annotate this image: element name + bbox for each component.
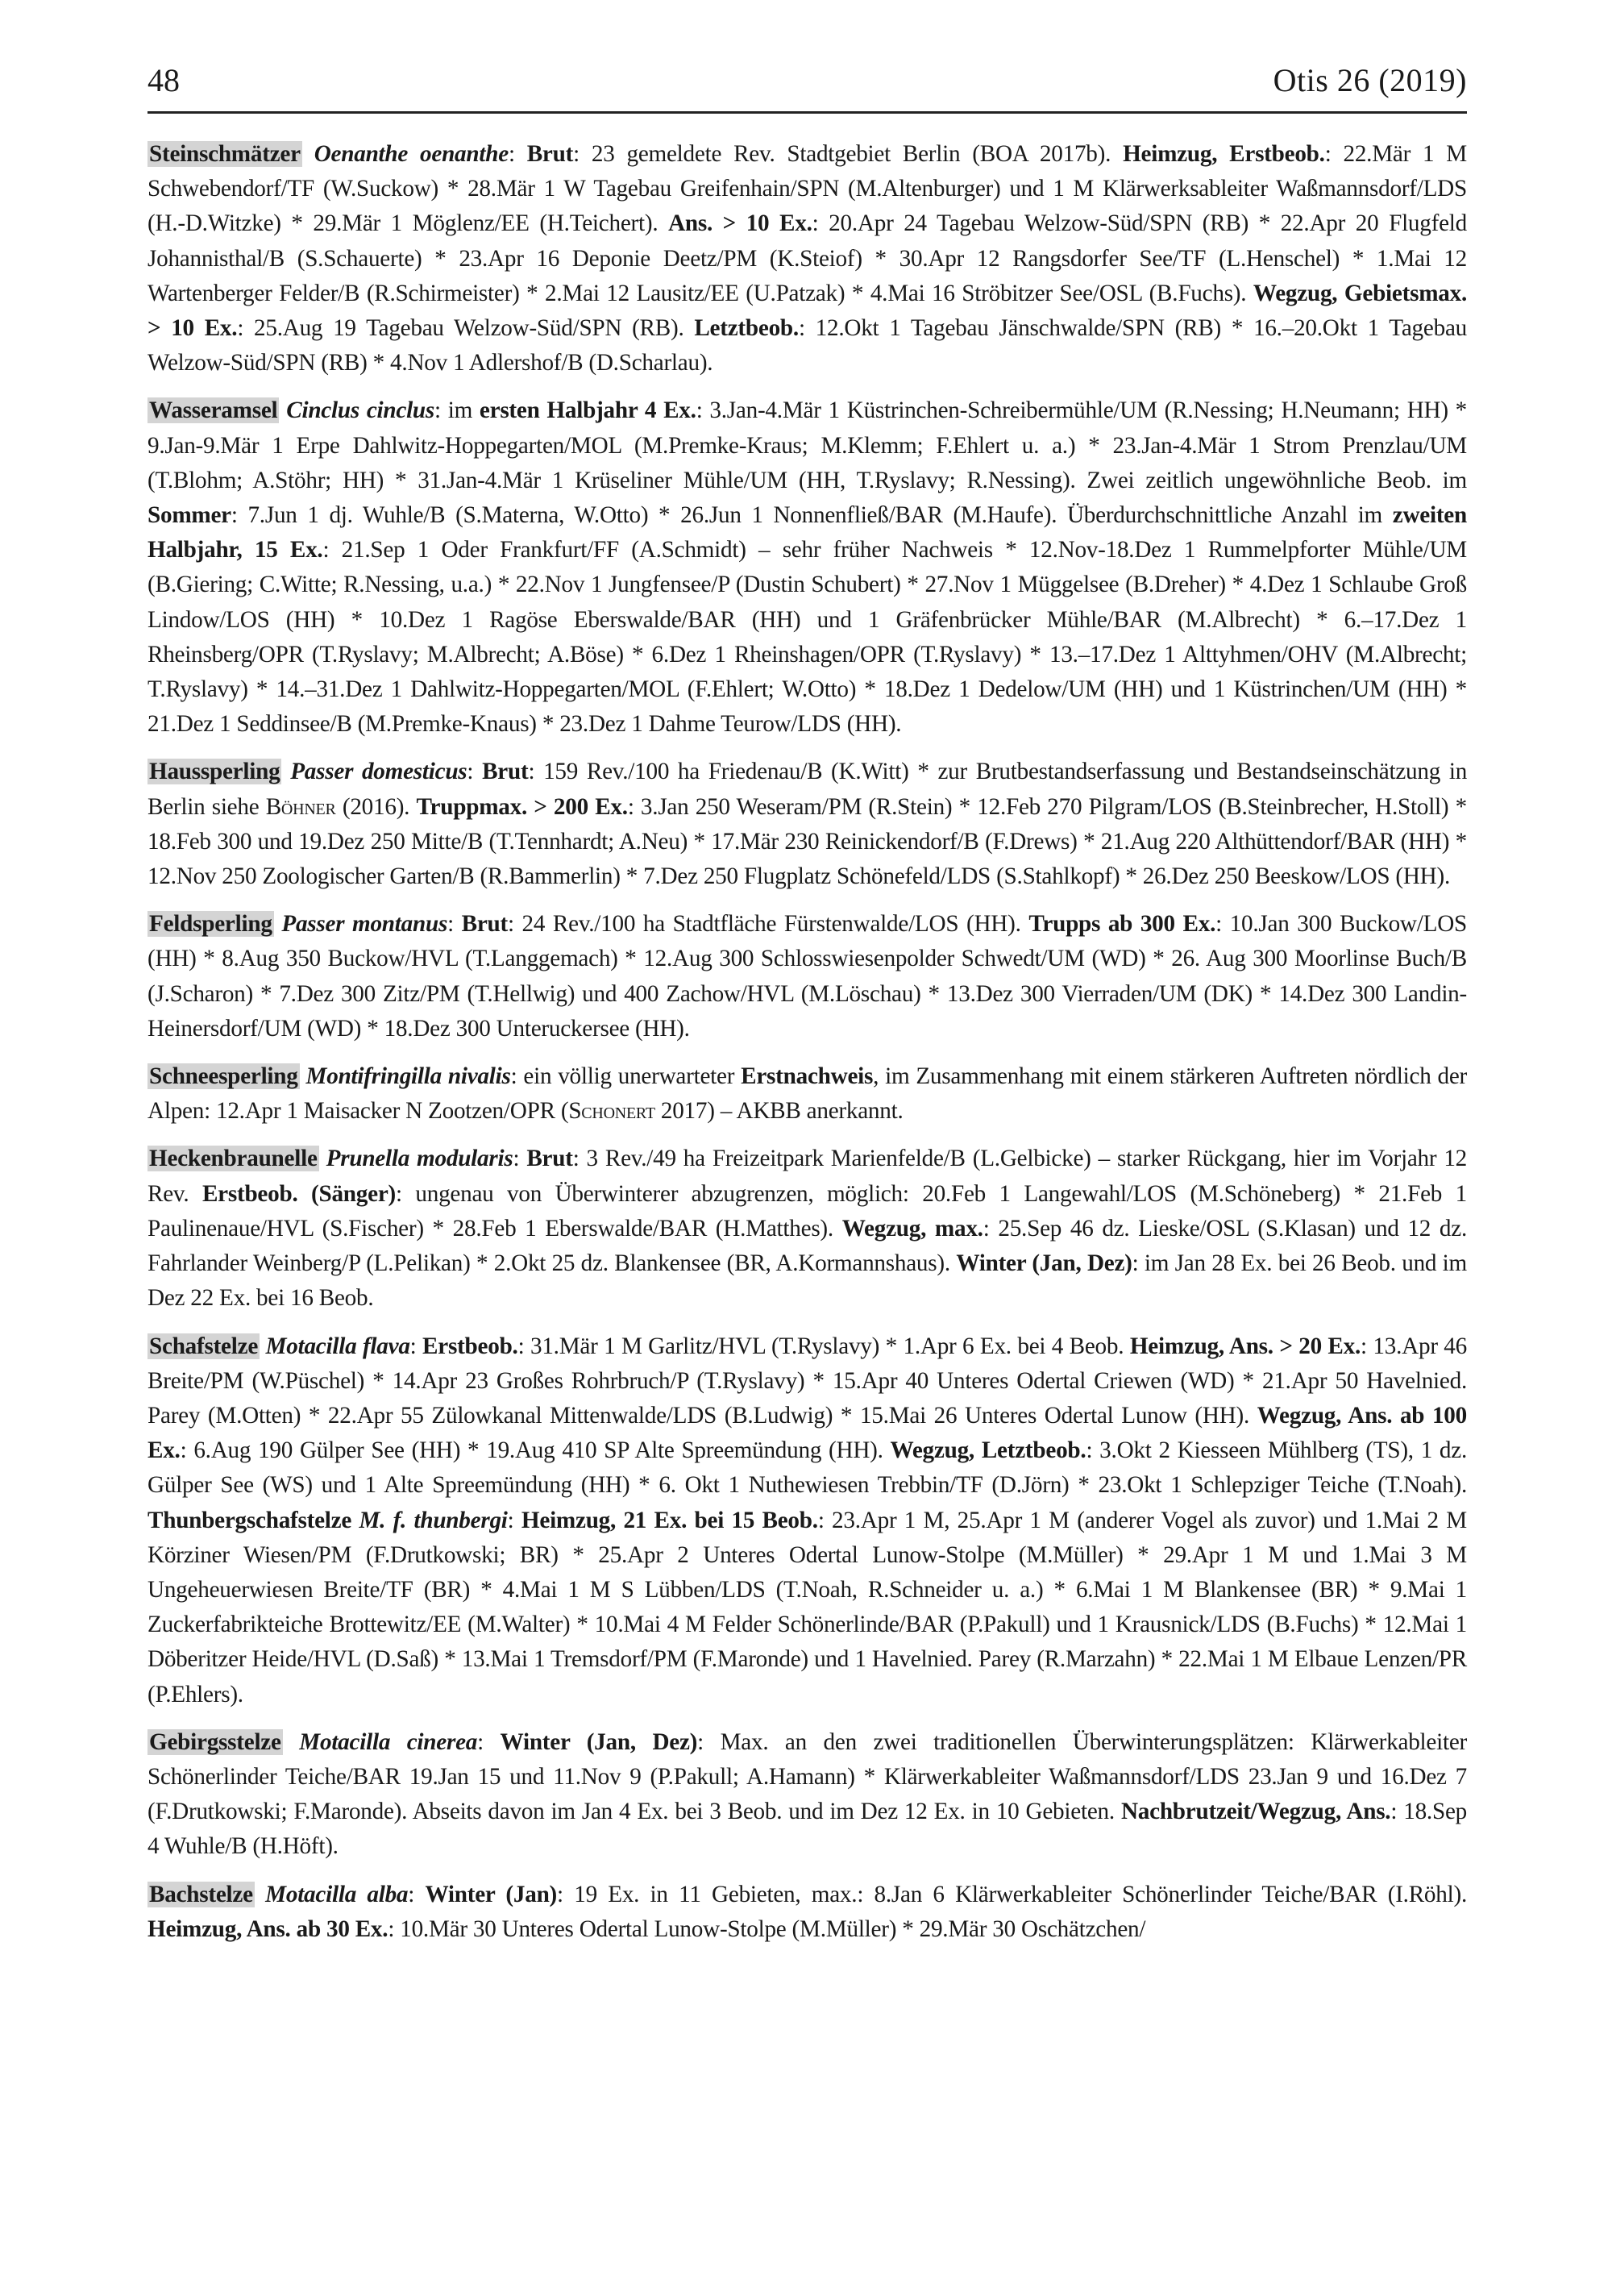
bold-label: Nachbrutzeit/Wegzug, Ans.: [1120, 1799, 1391, 1825]
entry-text: : 13.Apr 46 Breite/PM (W.Püschel) * 14.Apr 23 Großes Rohrbruch/P (T.Ryslavy) * 15.Apr 40 Unteres Odertal Criewen (WD) * 21.Apr 50 Havelnied. Parey (M.Otten) * 22.Apr 55 Zülowkanal Mittenwalde/LDS (B.Ludwig) * 15.Mai 26 Unteres Odertal Lunow (HH).: [147, 1333, 1467, 1429]
entry-text: : 19 Ex. in 11 Gebieten, max.: 8.Jan 6 Klärwerkableiter Schönerlinder Teiche/BAR (I.Röhl).: [557, 1881, 1467, 1907]
bold-label: M. f. thunbergi: [359, 1507, 508, 1533]
entry-text: : 12.Okt 1 Tagebau Jänschwalde/SPN (RB) * 16.–20.Okt 1 Tagebau Welzow-Süd/SPN (RB) * 4.Nov 1 Adlershof/B (D.Scharlau).: [147, 315, 1467, 376]
entry-text: : 23 gemeldete Rev. Stadtgebiet Berlin (BOA 2017b).: [573, 141, 1124, 167]
bold-label: Wegzug, Ans. ab 100 Ex.: [147, 1402, 1467, 1464]
author-citation: Böhner: [265, 793, 336, 820]
species-name: Bachstelze: [149, 1881, 253, 1907]
bold-label: Erstnachweis: [741, 1063, 874, 1090]
entry-text: :: [513, 1146, 527, 1172]
entry-text: : 31.Mär 1 M Garlitz/HVL (T.Ryslavy) * 1.Apr 6 Ex. bei 4 Beob.: [517, 1333, 1130, 1359]
entry-text: : 3.Jan 250 Weseram/PM (R.Stein) * 12.Feb 270 Pilgram/LOS (B.Steinbrecher, H.Stoll) * 18.Feb 300 und 19.Dez 250 Mitte/B (T.Tennhardt; A.Neu) * 17.Mär 230 Reinickendorf/B (F.Drews) * 21.Aug 220 Althüttendorf/BAR (HH) * 12.Nov 250 Zoologischer Garten/B (R.Bammerlin) * 7.Dez 250 Flugplatz Schönefeld/LDS (S.Stahlkopf) * 26.Dez 250 Beeskow/LOS (HH).: [147, 793, 1467, 890]
entry-text: : 3.Jan-4.Mär 1 Küstrinchen-Schreibermühle/UM (R.Nessing; H.Neumann; HH) * 9.Jan-9.Mär 1 Erpe Dahlwitz-Hoppegarten/MOL (M.Premke-Kraus; M.Klemm; F.Ehlert u. a.) * 23.Jan-4.Mär 1 Strom Prenzlau/UM (T.Blohm; A.Stöhr; HH) * 31.Jan-4.Mär 1 Krüseliner Mühle/UM (HH, T.Ryslavy; R.Nessing). Zwei zeitlich ungewöhnliche Beob. im: [147, 397, 1468, 493]
entry-text: : 7.Jun 1 dj. Wuhle/B (S.Materna, W.Otto) * 26.Jun 1 Nonnenfließ/BAR (M.Haufe). Überdurchschnittliche Anzahl im: [231, 502, 1393, 529]
species-entry: [147, 1878, 1467, 1947]
page-number: 48: [147, 62, 180, 98]
entry-text: :: [467, 759, 483, 785]
entry-text: : 6.Aug 190 Gülper See (HH) * 19.Aug 410 SP Alte Spreemündung (HH).: [180, 1437, 891, 1464]
entry-text: : 18.Sep 4 Wuhle/B (H.Höft).: [147, 1799, 1467, 1860]
bold-label: Letztbeob.: [694, 315, 799, 342]
bold-label: Brut: [526, 1146, 573, 1172]
article-body: [147, 137, 1467, 1960]
bold-label: Erstbeob.: [422, 1333, 518, 1359]
entry-text: :: [507, 1507, 521, 1533]
species-entry: [147, 1329, 1467, 1712]
entry-text: :: [477, 1728, 501, 1755]
scientific-name: Montifringilla nivalis: [305, 1063, 511, 1090]
page-header: [147, 58, 1467, 114]
bold-label: Winter (Jan, Dez): [956, 1250, 1132, 1277]
scientific-name: Passer domesticus: [290, 759, 467, 785]
entry-text: :: [409, 1333, 423, 1359]
entry-text: : ungenau von Überwinterer abzugrenzen, möglich: 20.Feb 1 Langewahl/LOS (M.Schöneberg) * 21.Feb 1 Paulinenaue/HVL (S.Fischer) * 28.Feb 1 Eberswalde/BAR (H.Matthes).: [147, 1180, 1467, 1242]
entry-text: (2016).: [335, 793, 417, 820]
entry-text: :: [447, 911, 462, 938]
scientific-name: Motacilla alba: [265, 1881, 409, 1907]
bold-label: Winter (Jan, Dez): [500, 1728, 698, 1755]
author-citation: Schonert: [568, 1098, 655, 1125]
bold-label: zweiten Halbjahr, 15 Ex.: [147, 502, 1467, 564]
bold-label: Brut: [461, 911, 508, 938]
bold-label: Brut: [526, 141, 574, 167]
entry-text: : 23.Apr 1 M, 25.Apr 1 M (anderer Vogel als zuvor) und 1.Mai 2 M Körziner Wiesen/PM (F.Drutkowski; BR) * 25.Apr 2 Unteres Odertal Lunow-Stolpe (M.Müller) * 29.Apr 1 M und 1.Mai 3 M Ungeheuerwiesen Breite/TF (BR) * 4.Mai 1 M S Lübben/LDS (T.Noah, R.Schneider u. a.) * 6.Mai 1 M Blankensee (BR) * 9.Mai 1 Zuckerfabrikteiche Brottewitz/EE (M.Walter) * 10.Mai 4 M Felder Schönerlinde/BAR (P.Pakull) und 1 Krausnick/LDS (B.Fuchs) * 12.Mai 1 Döberitzer Heide/HVL (D.Saß) * 13.Mai 1 Tremsdorf/PM (F.Maronde) und 1 Havelnied. Parey (R.Marzahn) * 22.Mai 1 M Elbaue Lenzen/PR (P.Ehlers).: [147, 1507, 1467, 1707]
species-name: Gebirgsstelze: [149, 1728, 281, 1755]
journal-reference: Otis 26 (2019): [1273, 62, 1467, 98]
species-entry: [147, 137, 1467, 381]
species-name: Feldsperling: [149, 911, 272, 938]
species-name: Heckenbraunelle: [149, 1146, 318, 1172]
entry-text: : 22.Mär 1 M Schwebendorf/TF (W.Suckow) * 28.Mär 1 W Tagebau Greifenhain/SPN (M.Altenburger) und 1 M Klärwerksableiter Waßmannsdorf/LDS (H.-D.Witzke) * 29.Mär 1 Möglenz/EE (H.Teichert).: [147, 141, 1467, 237]
species-entry: [147, 1725, 1467, 1865]
bold-label: Wegzug, Gebietsmax. > 10 Ex.: [147, 280, 1467, 342]
entry-text: : 24 Rev./100 ha Stadtfläche Fürstenwalde/LOS (HH).: [507, 911, 1029, 938]
species-entry: [147, 907, 1467, 1046]
bold-label: Winter (Jan): [425, 1881, 558, 1907]
entry-text: 2017) – AKBB anerkannt.: [654, 1098, 904, 1125]
bold-label: Brut: [482, 759, 529, 785]
entry-text: : 25.Aug 19 Tagebau Welzow-Süd/SPN (RB).: [237, 315, 695, 342]
bold-label: Heimzug, 21 Ex. bei 15 Beob.: [521, 1507, 818, 1533]
bold-label: Erstbeob. (Sänger): [202, 1180, 397, 1207]
bold-label: Trupps ab 300 Ex.: [1028, 911, 1216, 938]
species-name: Steinschmätzer: [149, 141, 301, 167]
bold-label: Sommer: [147, 502, 231, 529]
bold-label: Ans. > 10 Ex.: [668, 210, 812, 237]
entry-text: : 3 Rev./49 ha Freizeitpark Marienfelde/B (L.Gelbicke) – starker Rückgang, hier im Vorjahr 12 Rev.: [147, 1146, 1468, 1207]
entry-text: , im Zusammenhang mit einem stärkeren Auftreten nördlich der Alpen: 12.Apr 1 Maisacker N Zootzen/OPR (: [147, 1063, 1467, 1125]
species-name: Haussperling: [149, 759, 280, 785]
scientific-name: Cinclus cinclus: [286, 397, 435, 424]
species-entry: [147, 1059, 1467, 1129]
scientific-name: Passer montanus: [281, 911, 448, 938]
entry-text: : 10.Mär 30 Unteres Odertal Lunow-Stolpe (M.Müller) * 29.Mär 30 Oschätzchen/: [388, 1915, 1146, 1942]
entry-text: : 20.Apr 24 Tagebau Welzow-Süd/SPN (RB) * 22.Apr 20 Flugfeld Johannisthal/B (S.Schauerte) * 23.Apr 16 Deponie Deetz/PM (K.Steiof) * 30.Apr 12 Rangsdorfer See/TF (L.Henschel) * 1.Mai 12 Wartenberger Felder/B (R.Schirmeister) * 2.Mai 12 Lausitz/EE (U.Patzak) * 4.Mai 16 Ströbitzer See/OSL (B.Fuchs).: [147, 210, 1467, 306]
species-entry: [147, 393, 1467, 742]
bold-label: ersten Halbjahr 4 Ex.: [479, 397, 696, 424]
entry-text: : 21.Sep 1 Oder Frankfurt/FF (A.Schmidt) – sehr früher Nachweis * 12.Nov-18.Dez 1 Rummelpforter Mühle/UM (B.Giering; C.Witte; R.Nessing, u.a.) * 22.Nov 1 Jungfensee/P (Dustin Schubert) * 27.Nov 1 Müggelsee (B.Dreher) * 4.Dez 1 Schlaube Groß Lindow/LOS (HH) * 10.Dez 1 Ragöse Eberswalde/BAR (HH) und 1 Gräfenbrücker Mühle/BAR (M.Albrecht) * 6.–17.Dez 1 Rheinsberg/OPR (T.Ryslavy; M.Albrecht; A.Böse) * 6.Dez 1 Rheinshagen/OPR (T.Ryslavy) * 13.–17.Dez 1 Alttyhmen/OHV (M.Albrecht; T.Ryslavy) * 14.–31.Dez 1 Dahlwitz-Hoppegarten/MOL (F.Ehlert; W.Otto) * 18.Dez 1 Dedelow/UM (HH) und 1 Küstrinchen/UM (HH) * 21.Dez 1 Seddinsee/B (M.Premke-Knaus) * 23.Dez 1 Dahme Teurow/LDS (HH).: [147, 537, 1467, 738]
entry-text: :: [408, 1881, 426, 1907]
scientific-name: Motacilla cinerea: [299, 1728, 478, 1755]
bold-label: Wegzug, Letztbeob.: [890, 1437, 1086, 1464]
entry-text: : im Jan 28 Ex. bei 26 Beob. und im Dez 22 Ex. bei 16 Beob.: [147, 1250, 1467, 1312]
entry-text: : 25.Sep 46 dz. Lieske/OSL (S.Klasan) und 12 dz. Fahrlander Weinberg/P (L.Pelikan) * 2.Okt 25 dz. Blankensee (BR, A.Kormannshaus).: [147, 1215, 1467, 1277]
species-name: Schafstelze: [149, 1333, 259, 1359]
scientific-name: Prunella modularis: [326, 1146, 513, 1172]
entry-text: : 159 Rev./100 ha Friedenau/B (K.Witt) * zur Brutbestandserfassung und Bestandseinschätzung in Berlin siehe: [147, 759, 1468, 820]
entry-text: :: [508, 141, 527, 167]
bold-label: Heimzug, Erstbeob.: [1123, 141, 1325, 167]
bold-label: Heimzug, Ans. > 20 Ex.: [1129, 1333, 1361, 1359]
entry-text: : im: [434, 397, 480, 424]
bold-label: Thunbergschafstelze: [147, 1507, 359, 1533]
entry-text: : Max. an den zwei traditionellen Überwinterungsplätzen: Klärwerkableiter Schönerlinder Teiche/BAR 19.Jan 15 und 11.Nov 9 (P.Pakull; A.Hamann) * Klärwerkableiter Waßmannsdorf/LDS 23.Jan 9 und 16.Dez 7 (F.Drutkowski; F.Maronde). Abseits davon im Jan 4 Ex. bei 3 Beob. und im Dez 12 Ex. in 10 Gebieten.: [147, 1728, 1467, 1825]
species-name: Wasseramsel: [149, 397, 278, 424]
species-entry: [147, 755, 1467, 894]
scientific-name: Oenanthe oenanthe: [314, 141, 509, 167]
species-entry: [147, 1142, 1467, 1316]
entry-text: : 10.Jan 300 Buckow/LOS (HH) * 8.Aug 350 Buckow/HVL (T.Langgemach) * 12.Aug 300 Schlosswiesenpolder Schwedt/UM (WD) * 26. Aug 300 Moorlinse Buch/B (J.Scharon) * 7.Dez 300 Zitz/PM (T.Hellwig) und 400 Zachow/HVL (M.Löschau) * 13.Dez 300 Vierraden/UM (DK) * 14.Dez 300 Landin-Heinersdorf/UM (WD) * 18.Dez 300 Unteruckersee (HH).: [147, 911, 1468, 1042]
entry-text: : ein völlig unerwarteter: [510, 1063, 742, 1090]
bold-label: Heimzug, Ans. ab 30 Ex.: [147, 1915, 388, 1942]
bold-label: Truppmax. > 200 Ex.: [416, 793, 628, 820]
species-name: Schneesperling: [149, 1063, 298, 1090]
scientific-name: Motacilla flava: [265, 1333, 410, 1359]
bold-label: Wegzug, max.: [841, 1215, 983, 1242]
entry-text: : 3.Okt 2 Kiesseen Mühlberg (TS), 1 dz. Gülper See (WS) und 1 Alte Spreemündung (HH) * 6. Okt 1 Nuthewiesen Trebbin/TF (D.Jörn) * 23.Okt 1 Schlepziger Teiche (T.Noah).: [147, 1437, 1467, 1499]
